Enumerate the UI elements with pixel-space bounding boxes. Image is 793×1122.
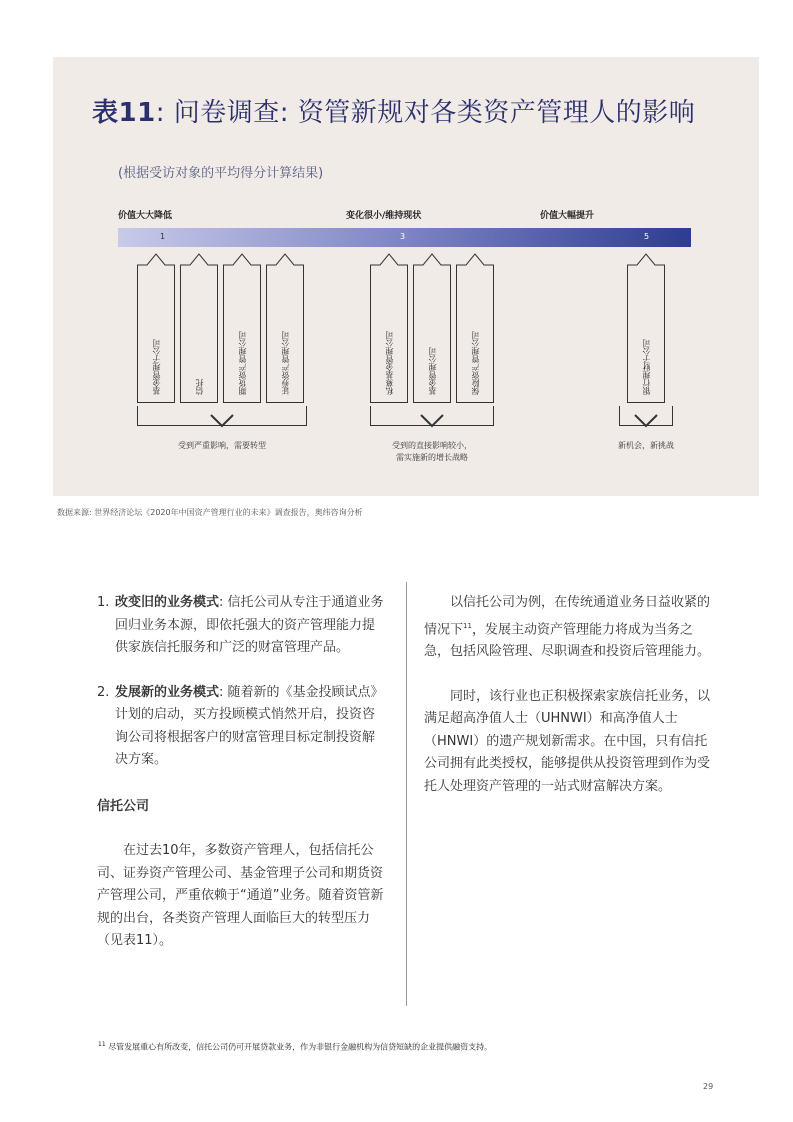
body-paragraph: 同时，该行业也正积极探索家族信托业务，以满足超高净值人士（UHNWI）和高净值人士（HNWI）的遗产规划新需求。在中国，只有信托公司拥有此类授权，能够提供从投资管理到作为受托人处理资产管理的一站式财富解决方案。 — [424, 688, 711, 794]
box-securities-am — [266, 253, 304, 403]
box-fund-company — [413, 253, 451, 403]
left-column — [97, 592, 387, 953]
box-insurance-am — [456, 253, 494, 403]
box-futures-am — [223, 253, 261, 403]
column-divider — [406, 582, 407, 1006]
scale-label-high: 价值大幅提升 — [540, 211, 595, 221]
box-trust — [180, 253, 218, 403]
page-number: 29 — [703, 1082, 714, 1091]
box-label: 私募基金管理公司 — [384, 331, 394, 395]
bracket-left — [137, 406, 307, 436]
box-label: 基金管理子公司 — [151, 339, 161, 395]
bracket-right — [619, 406, 673, 436]
right-column — [424, 592, 716, 798]
body-paragraph: 以信托公司为例，在传统通道业务日益收紧的情况下$^{11}$，发展主动资产管理能力将成为当务之急，包括风险管理、尽职调查和投资后管理能力。 — [424, 595, 711, 660]
box-label: 期货资产管理公司 — [237, 331, 247, 395]
figure-title: 表11: 问卷调查: 资管新规对各类资产管理人的影响 — [92, 98, 696, 128]
tick-1: 1 — [160, 232, 166, 241]
body-paragraph: 在过去10年，多数资产管理人，包括信托公司、证券资产管理公司、基金管理子公司和期货资产管理公司，严重依赖于“通道”业务。随着资管新规的出台，各类资产管理人面临巨大的转型压力（见表11）。 — [97, 843, 384, 948]
list-item-2: 2. 发展新的业务模式: 随着新的《基金投顾试点》计划的启动，买方投顾模式悄然开启，投资咨询公司将根据客户的财富管理目标定制投资解决方案。 — [97, 684, 384, 767]
tick-3: 3 — [400, 232, 406, 241]
box-label: 银行理财子公司 — [641, 339, 651, 395]
box-label: 证券资产管理公司 — [280, 331, 290, 395]
box-label: 信托 — [194, 379, 204, 395]
bracket-mid — [370, 406, 494, 436]
figure-subtitle: (根据受访对象的平均得分计算结果) — [118, 166, 324, 181]
scale-label-mid: 变化很小/维持现状 — [346, 211, 422, 221]
box-bank-wm-subsidiary — [627, 253, 665, 403]
box-private-fund — [370, 253, 408, 403]
caption-less-affected: 受到的直接影响较小， 需实施新的增长战略 — [392, 441, 472, 462]
caption-heavily-affected: 受到严重影响，需要转型 — [178, 441, 266, 450]
section-heading: 信托公司 — [97, 798, 150, 814]
box-label: 基金管理公司 — [427, 347, 437, 395]
source-note: 数据来源: 世界经济论坛《2020年中国资产管理行业的未来》调查报告，奥纬咨询分析 — [57, 508, 363, 517]
box-label: 保险资产管理公司 — [470, 331, 480, 395]
footnote: $^{11}$ 尽管发展重心有所改变，信托公司仍可开展贷款业务，作为非银行金融机构为信贷短缺的企业提供融资支持。 — [98, 1041, 493, 1052]
tick-5: 5 — [644, 232, 650, 241]
box-fund-subsidiary — [137, 253, 175, 403]
caption-new-opportunity: 新机会，新挑战 — [618, 441, 674, 450]
scale-label-low: 价值大大降低 — [118, 211, 173, 221]
list-item-1: 1. 改变旧的业务模式: 信托公司从专注于通道业务回归业务本源，即依托强大的资产管理能力提供家族信托服务和广泛的财富管理产品。 — [97, 595, 384, 655]
